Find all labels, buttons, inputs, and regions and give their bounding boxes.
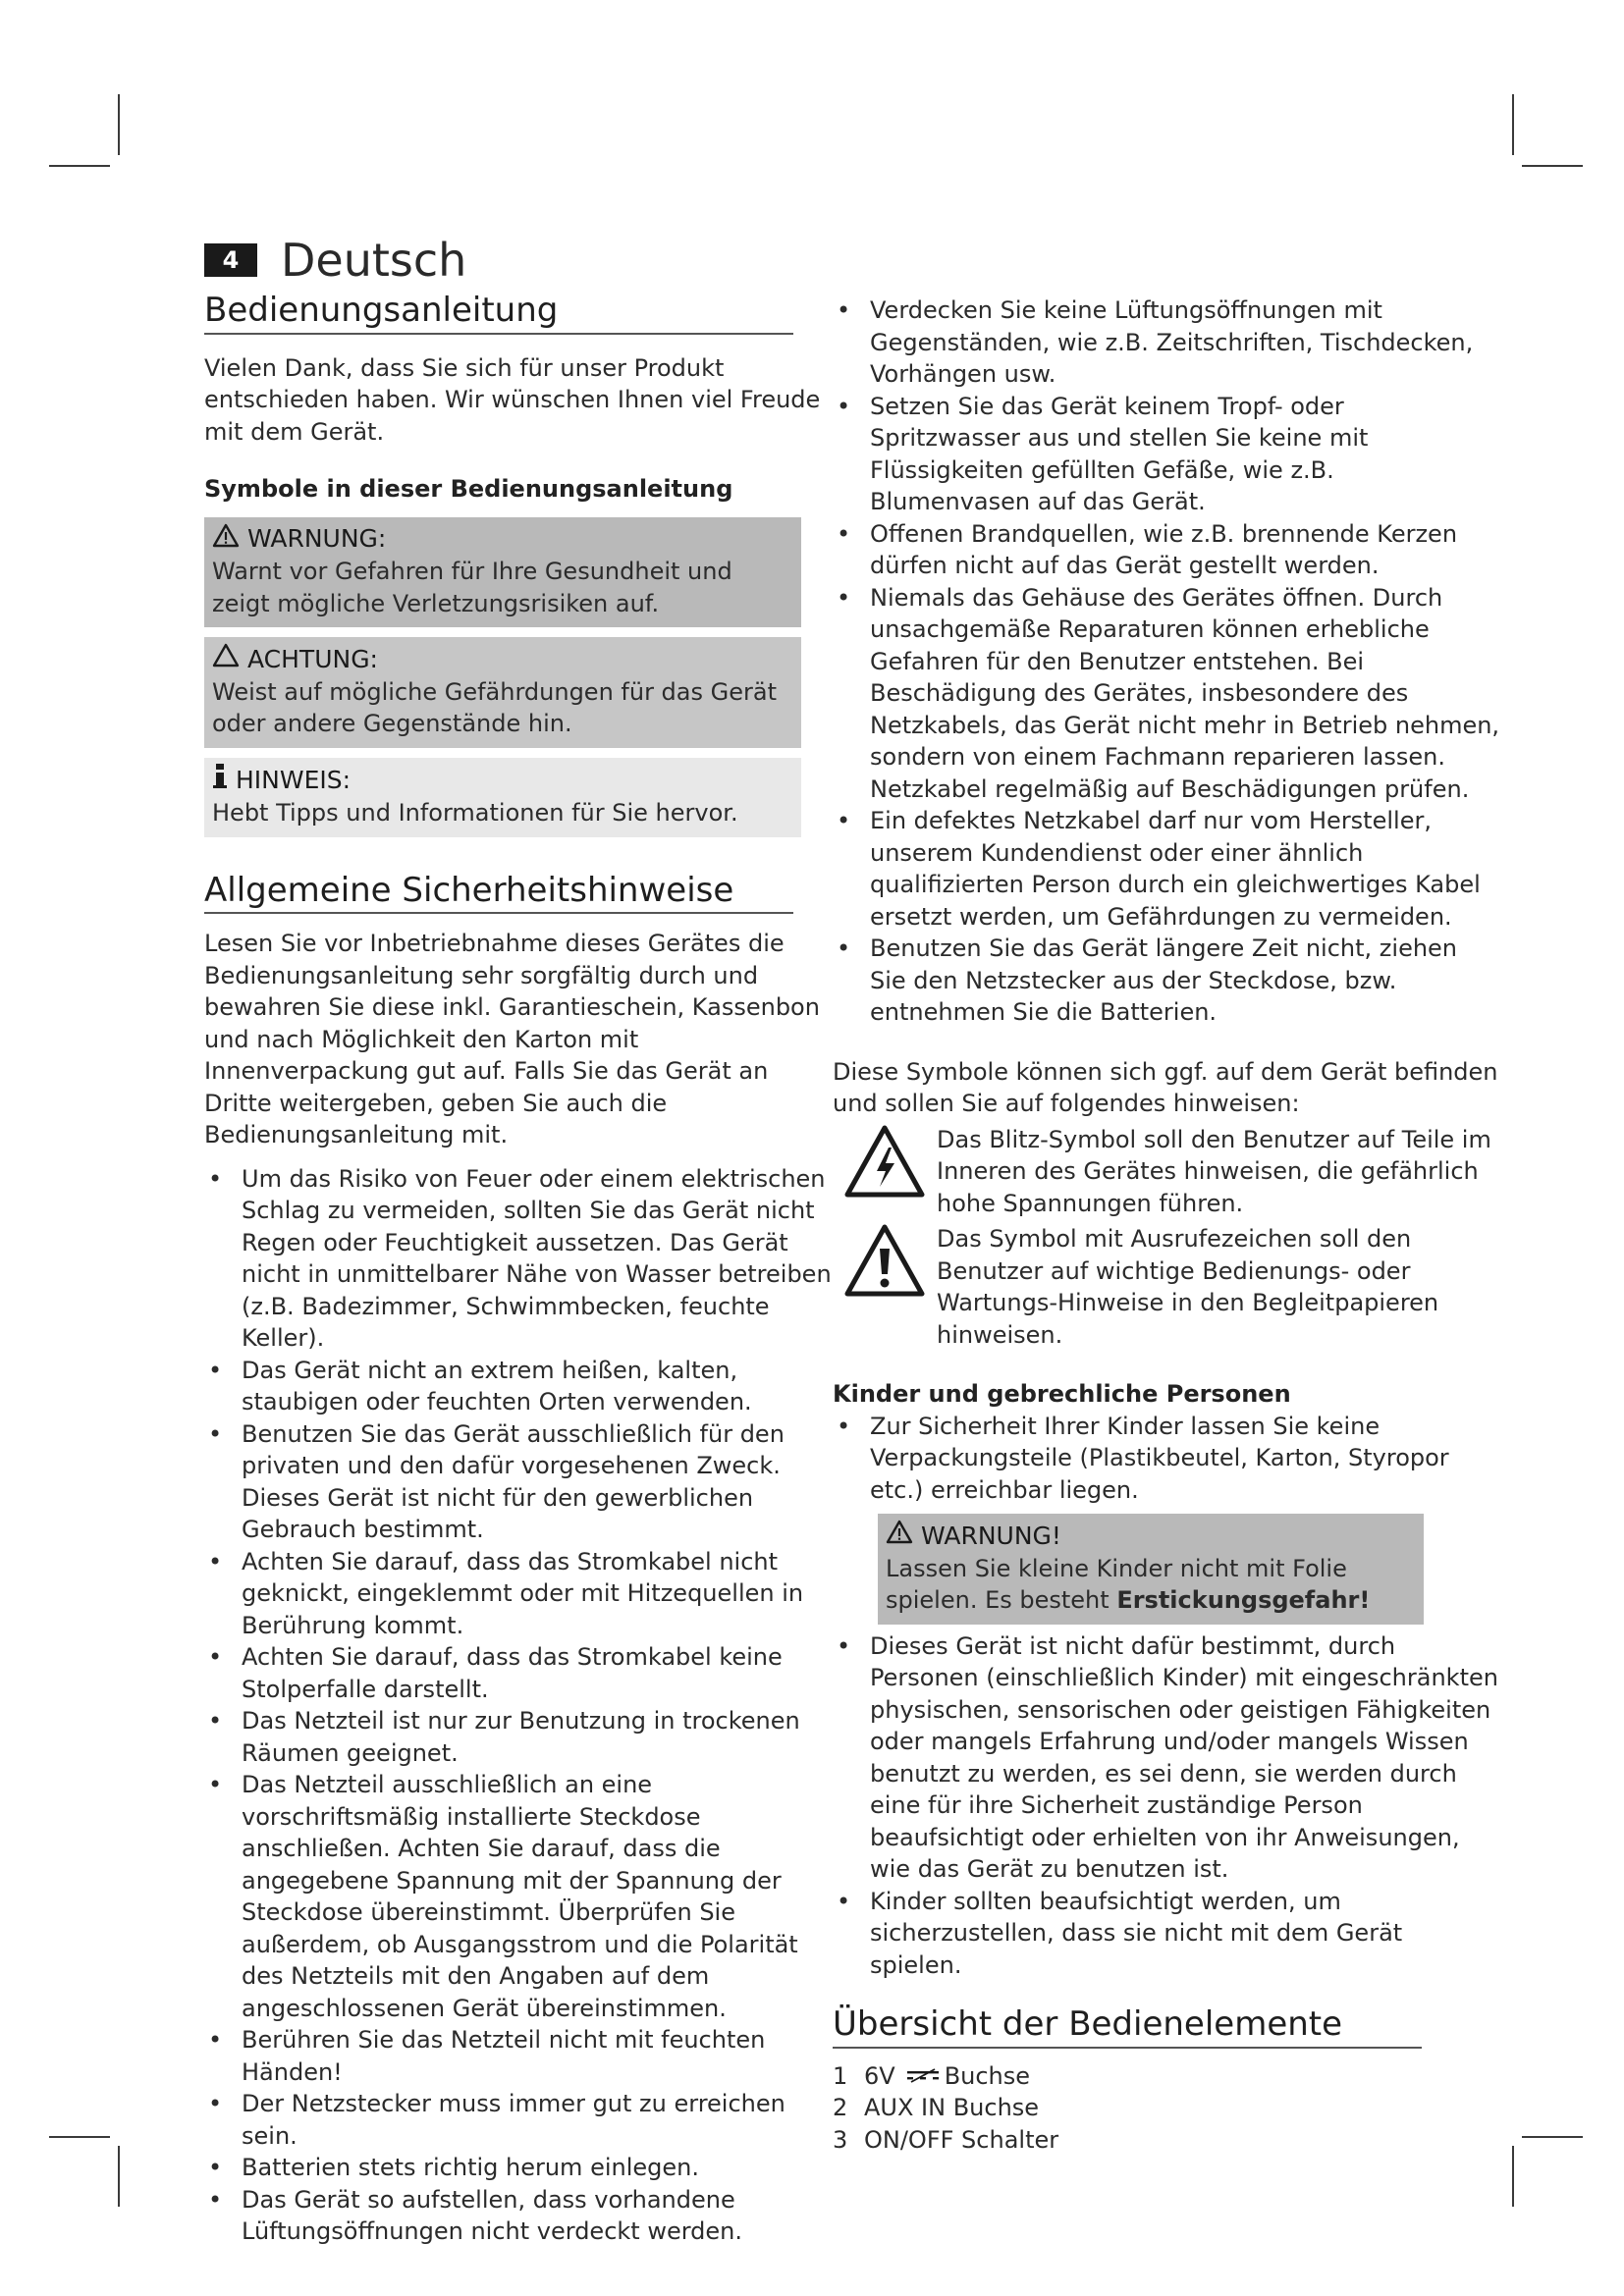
crop-mark-top-left-h bbox=[49, 165, 110, 167]
list-item: • Dieses Gerät ist nicht dafür bestimmt, durch Personen (einschließlich Kinder) mit eingeschränkten physischen, sensorischen oder geistigen Fähigkeiten oder mangels Erfahrung und/oder mangels Wissen benutzt zu werden, es sei denn, sie werden durch eine für ihre Sicherheit zuständige Person beaufsichtigt oder erhielten von ihr Anweisungen, wie das Gerät zu benutzen ist. bbox=[833, 1630, 1500, 1886]
dc-polarity-icon bbox=[895, 2060, 945, 2093]
control-label-suffix: Buchse bbox=[944, 2061, 1031, 2090]
safety-intro: Lesen Sie vor Inbetriebnahme dieses Gerätes die Bedienungsanleitung sehr sorgfältig durch und bewahren Sie diese inkl. Garantieschein, Kassenbon und nach Möglichkeit den Karton mit Innenverpackung gut auf. Falls Sie das Gerät an Dritte weitergeben, geben Sie auch die Bedienungsanleitung mit. bbox=[204, 930, 820, 1148]
list-item: • Ein defektes Netzkabel darf nur vom Hersteller, unserem Kundendienst oder einer ähnlich qualifizierten Person durch ein gleichwertiges Kabel ersetzt werden, um Gefährdungen zu vermeiden. bbox=[833, 805, 1500, 933]
hint-header bbox=[212, 764, 793, 798]
kids-warning-emphasis: Erstickungsgefahr! bbox=[1116, 1586, 1371, 1614]
list-item: • Das Netzteil ist nur zur Benutzung in trockenen Räumen geeignet. bbox=[204, 1705, 842, 1769]
list-item: • Benutzen Sie das Gerät ausschließlich für den privaten und den dafür vorgesehenen Zweck. Dieses Gerät ist nicht für den gewerblichen Gebrauch bestimmt. bbox=[204, 1418, 842, 1546]
left-column bbox=[204, 291, 842, 2248]
crop-mark-bottom-right-v bbox=[1512, 2146, 1514, 2207]
crop-mark-bottom-left-h bbox=[49, 2136, 110, 2138]
list-item: • Setzen Sie das Gerät keinem Tropf- oder Spritzwasser aus und stellen Sie keine mit Flüssigkeiten gefüllten Gefäße, wie z.B. Blumenvasen auf das Gerät. bbox=[833, 391, 1500, 518]
warning-header bbox=[212, 523, 793, 557]
kids-warning-body: Lassen Sie kleine Kinder nicht mit Folie spielen. Es besteht bbox=[886, 1554, 1347, 1614]
symbols-intro: Diese Symbole können sich ggf. auf dem Gerät befinden und sollen Sie auf folgendes hinweisen: bbox=[833, 1057, 1498, 1117]
crop-mark-top-right-v bbox=[1512, 94, 1514, 155]
manual-title: Bedienungsanleitung bbox=[204, 294, 793, 335]
kids-warning-header bbox=[886, 1520, 1416, 1553]
control-number: 1 bbox=[833, 2061, 848, 2090]
list-item: • Das Gerät nicht an extrem heißen, kalten, staubigen oder feuchten Orten verwenden. bbox=[204, 1355, 842, 1418]
warning-triangle-icon bbox=[886, 1520, 913, 1553]
controls-list bbox=[833, 2060, 1500, 2157]
kids-bullets-top bbox=[833, 1411, 1500, 1507]
list-item: • Das Netzteil ausschließlich an eine vorschriftsmäßig installierte Steckdose anschließen. Achten Sie darauf, dass die angegebene Spannung mit der Spannung der Steckdose übereinstimmt. Überprüfen Sie außerdem, ob Ausgangsstrom und die Polarität des Netzteils mit den Angaben auf dem angeschlossenen Gerät übereinstimmen. bbox=[204, 1769, 842, 2024]
kids-warning-box bbox=[878, 1514, 1424, 1625]
control-label: 6V bbox=[864, 2061, 895, 2090]
control-label: AUX IN Buchse bbox=[864, 2094, 1040, 2121]
list-item: • Zur Sicherheit Ihrer Kinder lassen Sie keine Verpackungsteile (Plastikbeutel, Karton, Styropor etc.) erreichbar liegen. bbox=[833, 1411, 1500, 1507]
crop-mark-top-left-v bbox=[118, 94, 120, 155]
intro-text: Vielen Dank, dass Sie sich für unser Produkt entschieden haben. Wir wünschen Ihnen viel Freude mit dem Gerät. bbox=[204, 353, 821, 446]
safety-bullets-right bbox=[833, 294, 1500, 1029]
exclamation-warning-icon bbox=[833, 1223, 937, 1298]
warning-triangle-icon bbox=[212, 523, 240, 557]
list-item: • Niemals das Gehäuse des Gerätes öffnen. Durch unsachgemäße Reparaturen können erhebliche Gefahren für den Benutzer entstehen. Bei Beschädigung des Gerätes, insbesondere des Netzkabels, das Gerät nicht mehr in Betrieb nehmen, sondern von einem Fachmann reparieren lassen. Netzkabel regelmäßig auf Beschädigungen prüfen. bbox=[833, 582, 1500, 806]
language-title: Deutsch bbox=[281, 234, 467, 287]
kids-bullets bbox=[833, 1630, 1500, 1982]
list-item: • Offenen Brandquellen, wie z.B. brennende Kerzen dürfen nicht auf das Gerät gestellt werden. bbox=[833, 518, 1500, 582]
list-item: • Benutzen Sie das Gerät längere Zeit nicht, ziehen Sie den Netzstecker aus der Steckdose, bzw. entnehmen Sie die Batterien. bbox=[833, 933, 1500, 1029]
control-label: ON/OFF Schalter bbox=[864, 2125, 1059, 2154]
info-icon bbox=[212, 764, 228, 798]
page-header bbox=[204, 234, 466, 287]
safety-title: Allgemeine Sicherheitshinweise bbox=[204, 875, 793, 915]
caution-triangle-icon bbox=[212, 643, 240, 676]
symbols-heading: Symbole in dieser Bedienungsanleitung bbox=[204, 475, 733, 503]
crop-mark-bottom-right-h bbox=[1522, 2136, 1583, 2138]
warning-text: Warnt vor Gefahren für Ihre Gesundheit und zeigt mögliche Verletzungsrisiken auf. bbox=[212, 558, 732, 617]
list-item: • Verdecken Sie keine Lüftungsöffnungen mit Gegenständen, wie z.B. Zeitschriften, Tischdecken, Vorhängen usw. bbox=[833, 294, 1500, 391]
control-number: 3 bbox=[833, 2125, 848, 2154]
lightning-symbol-row bbox=[833, 1124, 1500, 1220]
list-item: • Berühren Sie das Netzteil nicht mit feuchten Händen! bbox=[204, 2024, 842, 2088]
list-item: • Der Netzstecker muss immer gut zu erreichen sein. bbox=[204, 2088, 842, 2152]
kids-warning-text bbox=[886, 1553, 1416, 1617]
list-item: • Das Gerät so aufstellen, dass vorhandene Lüftungsöffnungen nicht verdeckt werden. bbox=[204, 2184, 842, 2248]
control-number: 2 bbox=[833, 2094, 848, 2121]
kids-heading: Kinder und gebrechliche Personen bbox=[833, 1380, 1291, 1408]
caution-text: Weist auf mögliche Gefährdungen für das Gerät oder andere Gegenstände hin. bbox=[212, 677, 777, 737]
warning-box bbox=[204, 517, 801, 628]
safety-bullets-left bbox=[204, 1163, 842, 2248]
list-item: • Kinder sollten beaufsichtigt werden, um sicherzustellen, dass sie nicht mit dem Gerät spielen. bbox=[833, 1886, 1500, 1982]
list-item: • Batterien stets richtig herum einlegen. bbox=[204, 2152, 842, 2184]
overview-title: Übersicht der Bedienelemente bbox=[833, 2008, 1422, 2049]
caution-box bbox=[204, 637, 801, 748]
kids-warning-title: WARNUNG! bbox=[921, 1521, 1061, 1550]
right-column bbox=[833, 294, 1500, 2156]
caution-title: ACHTUNG: bbox=[247, 644, 378, 673]
page-number-badge: 4 bbox=[204, 243, 257, 277]
control-item bbox=[833, 2092, 1500, 2124]
exclamation-symbol-row bbox=[833, 1223, 1500, 1351]
lightning-symbol-text: Das Blitz-Symbol soll den Benutzer auf Teile im Inneren des Gerätes hinweisen, die gefährlich hohe Spannungen führen. bbox=[937, 1125, 1491, 1217]
caution-header bbox=[212, 643, 793, 676]
hint-text: Hebt Tipps und Informationen für Sie hervor. bbox=[212, 799, 738, 827]
exclamation-symbol-text: Das Symbol mit Ausrufezeichen soll den Benutzer auf wichtige Bedienungs- oder Wartungs-Hinweise in den Begleitpapieren hinweisen. bbox=[937, 1225, 1439, 1349]
hint-box bbox=[204, 758, 801, 837]
list-item: • Achten Sie darauf, dass das Stromkabel keine Stolperfalle darstellt. bbox=[204, 1641, 842, 1705]
control-item bbox=[833, 2060, 1500, 2093]
warning-title: WARNUNG: bbox=[247, 524, 387, 553]
control-item bbox=[833, 2124, 1500, 2157]
list-item: • Achten Sie darauf, dass das Stromkabel nicht geknickt, eingeklemmt oder mit Hitzequellen in Berührung kommt. bbox=[204, 1546, 842, 1642]
hint-title: HINWEIS: bbox=[236, 765, 352, 794]
crop-mark-top-right-h bbox=[1522, 165, 1583, 167]
crop-mark-bottom-left-v bbox=[118, 2146, 120, 2207]
lightning-warning-icon bbox=[833, 1124, 937, 1199]
list-item: • Um das Risiko von Feuer oder einem elektrischen Schlag zu vermeiden, sollten Sie das Gerät nicht Regen oder Feuchtigkeit aussetzen. Das Gerät nicht in unmittelbarer Nähe von Wasser betreiben (z.B. Badezimmer, Schwimmbecken, feuchte Keller). bbox=[204, 1163, 842, 1355]
